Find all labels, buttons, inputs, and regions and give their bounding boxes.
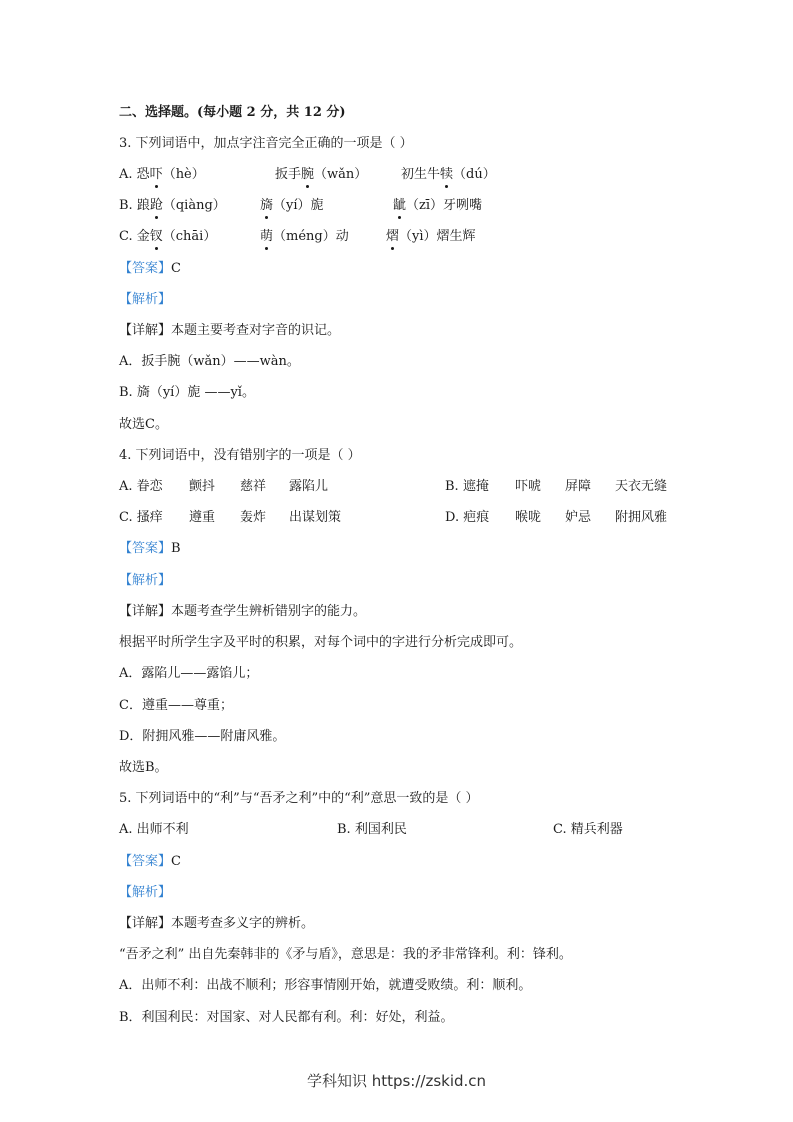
q4-detail: 【详解】本题考查学生辨析错别字的能力。 <box>119 604 367 619</box>
q4-stem: 4. 下列词语中，没有错别字的一项是（ ） <box>119 448 361 463</box>
q3-analysis <box>119 291 171 309</box>
q5-detail: 【详解】本题考查多义字的辨析。 <box>119 916 315 931</box>
dotted-char: 旖 <box>260 198 274 213</box>
q4-analysis <box>119 572 171 590</box>
q3-line-1: A．扳手腕（wǎn）——wàn。 <box>119 354 300 369</box>
answer-tag: 【答案】 <box>119 541 172 556</box>
q3-option-a3: 初生牛犊（dú） <box>401 167 496 182</box>
dotted-char: 龇 <box>393 198 407 213</box>
q3-stem: 3. 下列词语中，加点字注音完全正确的一项是（ ） <box>119 136 413 151</box>
q3-option-c: C. 金钗（chāi） <box>119 229 217 244</box>
q5-options: A. 出师不利 B. 利国利民 C. 精兵利器 <box>119 822 623 837</box>
dotted-char: 萌 <box>260 229 274 244</box>
q3-answer: 【答案】C <box>119 261 181 276</box>
q4-options-row-2: C. 搔痒 遵重 轰炸 出谋划策 D. 疤痕 喉咙 妒忌 附拥风雅 <box>119 510 668 525</box>
q3-option-c2: 萌（méng）动 <box>260 229 349 244</box>
q4-line-3: C．遵重——尊重； <box>119 698 233 713</box>
q4-answer: 【答案】B <box>119 541 181 556</box>
dotted-char: 犊 <box>440 167 454 182</box>
q5-line-3: B．利国利民：对国家、对人民都有利。利：好处，利益。 <box>119 1010 454 1025</box>
q5-stem: 5. 下列词语中的“利”与“吾矛之利”中的“利”意思一致的是（ ） <box>119 791 479 806</box>
dotted-char: 腕 <box>301 167 315 182</box>
q3-option-a: A. 恐吓（hè） <box>119 167 205 182</box>
analysis-tag: 【解析】 <box>119 885 172 900</box>
q3-option-b2: 旖（yí）旎 <box>260 198 324 213</box>
q3-option-a2: 扳手腕（wǎn） <box>275 167 368 182</box>
q4-options-row-1: A. 眷恋 颤抖 慈祥 露陷儿 B. 遮掩 吓唬 屏障 天衣无缝 <box>119 479 668 494</box>
q3-option-b: B. 踉跄（qiàng） <box>119 198 226 213</box>
q3-option-b3: 龇（zī）牙咧嘴 <box>393 198 483 213</box>
analysis-tag: 【解析】 <box>119 573 172 588</box>
q3-option-c3: 熠（yì）熠生辉 <box>386 229 476 244</box>
answer-tag: 【答案】 <box>119 854 172 869</box>
q3-line-2: B. 旖（yí）旎 ——yǐ。 <box>119 385 255 400</box>
section-title: 二、选择题。(每小题 2 分，共 12 分) <box>119 105 346 120</box>
q5-answer: 【答案】C <box>119 854 181 869</box>
q4-line-5: 故选B。 <box>119 760 168 775</box>
q5-line-2: A．出师不利：出战不顺利；形容事情刚开始，就遭受败绩。利：顺利。 <box>119 978 532 993</box>
q4-line-1: 根据平时所学生字及平时的积累，对每个词中的字进行分析完成即可。 <box>119 635 523 650</box>
dotted-char: 吓 <box>149 167 163 182</box>
q5-line-1: “吾矛之利” 出自先秦韩非的《矛与盾》，意思是：我的矛非常锋利。利：锋利。 <box>119 947 572 962</box>
q5-analysis <box>119 884 171 902</box>
dotted-char: 熠 <box>386 229 400 244</box>
analysis-tag: 【解析】 <box>119 292 172 307</box>
dotted-char: 钗 <box>149 229 163 244</box>
q4-line-2: A．露陷儿——露馅儿； <box>119 666 259 681</box>
q3-detail: 【详解】本题主要考查对字音的识记。 <box>119 323 341 338</box>
q3-line-3: 故选C。 <box>119 417 168 432</box>
answer-tag: 【答案】 <box>119 261 172 276</box>
footer-watermark: 学科知识 https://zskid.cn <box>306 1072 487 1090</box>
q4-line-4: D．附拥风雅——附庸风雅。 <box>119 729 286 744</box>
dotted-char: 跄 <box>149 198 163 213</box>
